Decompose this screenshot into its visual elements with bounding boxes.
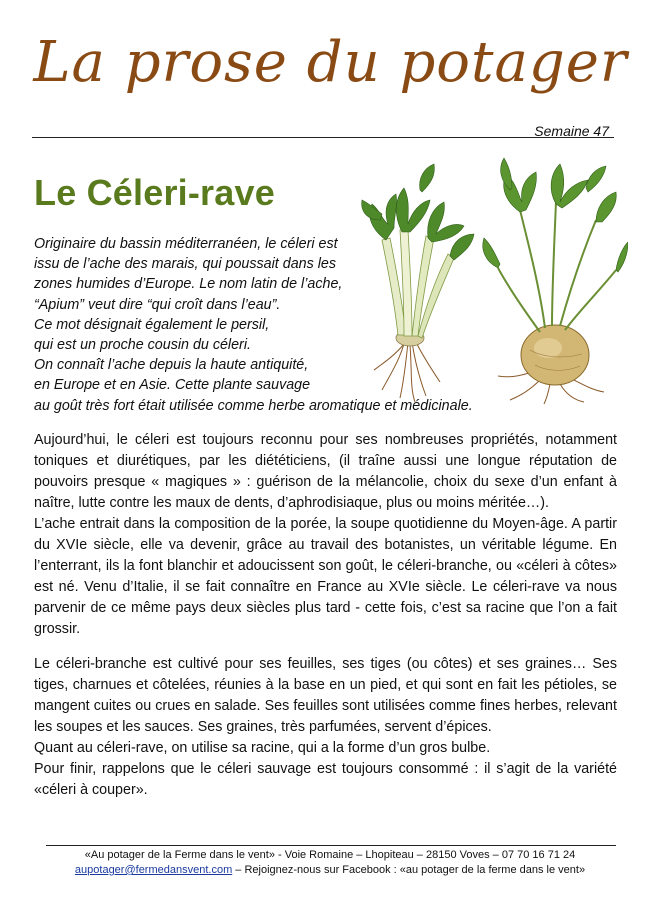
paragraph-properties: Aujourd’hui, le céleri est toujours reconnu pour ses nombreuses propriétés, notamment toniques et diurétiques, par les diététiciens, (il traîne aussi une longue réputation de pouvoirs presque « magiques » : guérison de la mélancolie, choix du sexe d’un enfant à naître, lutte contre les maux de dents, d’aphrodisiaque, plus ou moins méritée…).	[34, 432, 617, 511]
footer-email-link[interactable]: aupotager@fermedansvent.com	[74, 864, 233, 876]
intro-line: “Apium” veut dire “qui croît dans l’eau”.	[34, 296, 281, 313]
intro-line: qui est un proche cousin du céleri.	[34, 337, 251, 354]
footer-divider	[46, 845, 616, 846]
footer-facebook-text: – Rejoignez-nous sur Facebook : «au potager de la ferme dans le vent»	[232, 864, 586, 876]
newsletter-masthead: La prose du potager	[33, 30, 628, 95]
intro-line: Ce mot désignait également le persil,	[34, 316, 270, 333]
article-intro	[34, 234, 534, 416]
article-section-uses	[34, 654, 617, 801]
paragraph-origins: L’ache entrait dans la composition de la porée, la soupe quotidienne du Moyen-âge. A partir du XVIe siècle, elle va devenir, grâce au travail des botanistes, un véritable légume. En l’enterrant, ils la font blanchir et adoucissent son goût, le céleri-branche, ou «céleri à côtes» est né. Venu d’Italie, il se fait connaître en France au XVIe siècle. Le céleri-rave va nous parvenir de ce même pays deux siècles plus tard - cette fois, c’est sa racine que l’on a fait grossir.	[34, 516, 617, 637]
intro-line: en Europe et en Asie. Cette plante sauvage	[34, 377, 311, 394]
paragraph-celeriac: Quant au céleri-rave, on utilise sa racine, qui a la forme d’un gros bulbe.	[34, 740, 491, 756]
intro-line: au goût très fort était utilisée comme herbe aromatique et médicinale.	[34, 397, 473, 414]
issue-week: Semaine 47	[534, 123, 609, 139]
intro-line: zones humides d’Europe. Le nom latin de l’ache,	[34, 276, 343, 293]
intro-line: On connaît l’ache depuis la haute antiquité,	[34, 357, 309, 374]
paragraph-conclusion: Pour finir, rappelons que le céleri sauvage est toujours consommé : il s’agit de la variété «céleri à couper».	[34, 761, 617, 798]
paragraph-branch-celery: Le céleri-branche est cultivé pour ses feuilles, ses tiges (ou côtes) et ses graines… Ses tiges, charnues et côtelées, réunies à la base en un pied, et qui sont en fait les pétioles, se mangent cuites ou crues en salade. Ses feuilles sont utilisées comme fines herbes, relevant les soupes et les sauces. Ses graines, très parfumées, servent d’épices.	[34, 656, 617, 735]
footer-address: «Au potager de la Ferme dans le vent» - Voie Romaine – Lhopiteau – 28150 Voves – 07 70 16 71 24	[84, 849, 576, 861]
intro-line: issu de l’ache des marais, qui poussait dans les	[34, 256, 336, 273]
header-divider	[32, 137, 614, 138]
article-title: Le Céleri-rave	[34, 172, 275, 213]
page-footer	[30, 848, 630, 878]
intro-line: Originaire du bassin méditerranéen, le céleri est	[34, 236, 338, 252]
article-section-history	[34, 430, 617, 640]
footer-contact-line	[30, 863, 630, 878]
